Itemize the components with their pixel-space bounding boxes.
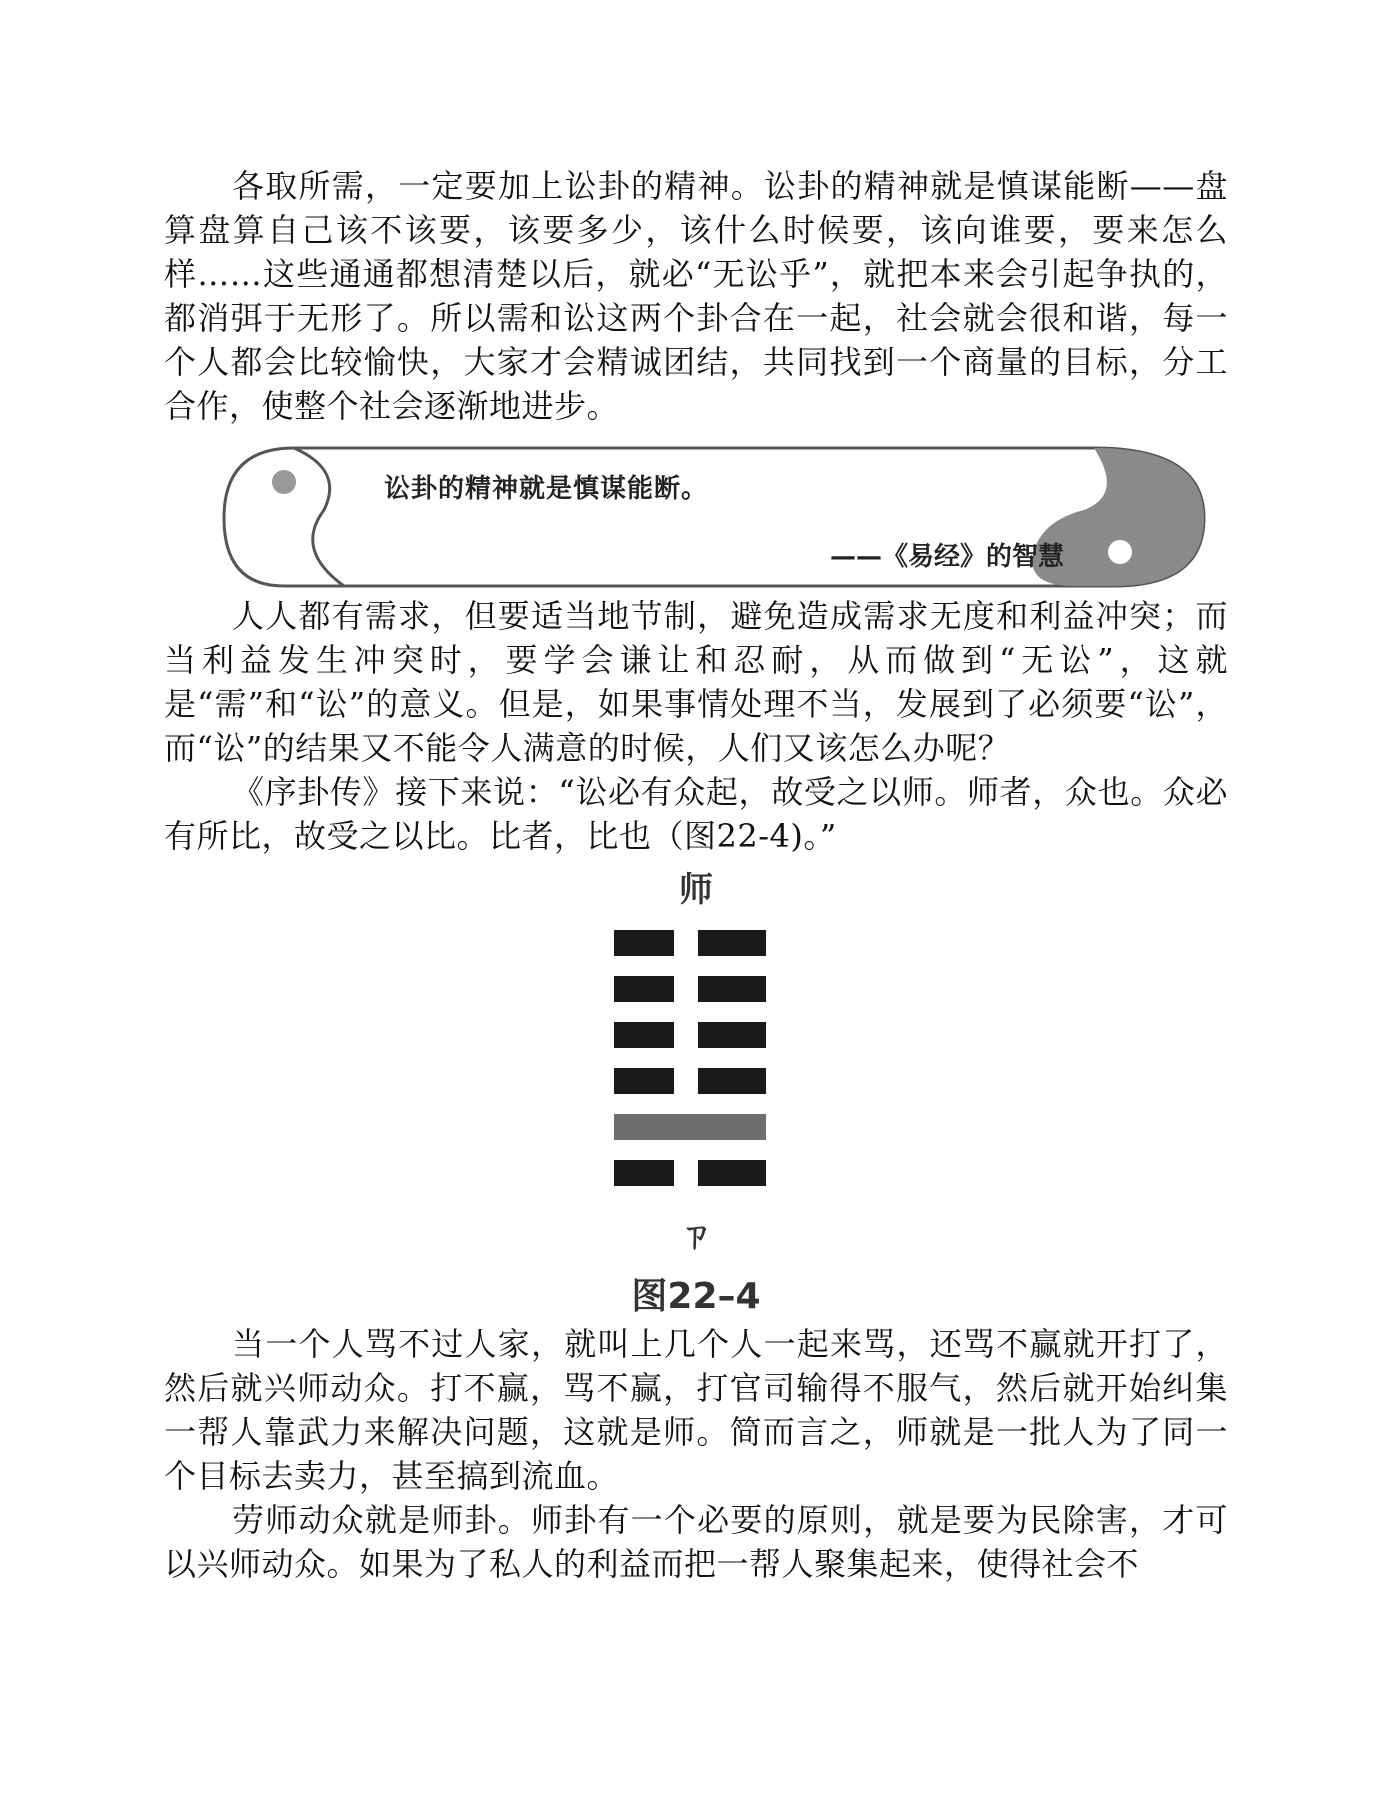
- hexagram-line-yin: [614, 1022, 766, 1048]
- document-page: [164, 164, 1228, 1586]
- yin-line-left-bar: [614, 1160, 674, 1186]
- paragraph-2: 人人都有需求，但要适当地节制，避免造成需求无度和利益冲突；而当利益发生冲突时，要学会谦让和忍耐，从而做到“无讼”，这就是“需”和“讼”的意义。但是，如果事情处理不当，发展到了必须要“讼”，而“讼”的结果又不能令人满意的时候，人们又该怎么办呢？: [164, 597, 1228, 767]
- yin-line-right-bar: [698, 976, 766, 1002]
- yin-line-left-bar: [614, 1022, 674, 1048]
- quote-source: ——《易经》的智慧: [829, 542, 1064, 572]
- hexagram: [614, 930, 766, 1206]
- yin-line-right-bar: [698, 1068, 766, 1094]
- yin-line-left-bar: [614, 1068, 674, 1094]
- paragraph-3: 《序卦传》接下来说：“讼必有众起，故受之以师。师者，众也。众必有所比，故受之以比。比者，比也（图22-4)。”: [164, 773, 1228, 855]
- yang-line-bar: [614, 1114, 766, 1140]
- hexagram-line-yin: [614, 1160, 766, 1186]
- quote-box: [214, 440, 1214, 590]
- hexagram-line-yin: [614, 930, 766, 956]
- hexagram-line-yang: [614, 1114, 766, 1140]
- yin-yang-frame: [214, 440, 1214, 590]
- yin-line-left-bar: [614, 930, 674, 956]
- paragraph-4: 当一个人骂不过人家，就叫上几个人一起来骂，还骂不赢就开打了，然后就兴师动众。打不赢，骂不赢，打官司输得不服气，然后就开始纠集一帮人靠武力来解决问题，这就是师。简而言之，师就是一批人为了同一个目标去卖力，甚至搞到流血。: [164, 1325, 1228, 1495]
- yin-line-right-bar: [698, 930, 766, 956]
- hexagram-name-label: 师: [679, 870, 713, 910]
- yin-line-left-bar: [614, 976, 674, 1002]
- figure-caption: 图22–4: [631, 1276, 761, 1317]
- yin-line-right-bar: [698, 1022, 766, 1048]
- paragraph-5: 劳师动众就是师卦。师卦有一个必要的原则，就是要为民除害，才可以兴师动众。如果为了私人的利益而把一帮人聚集起来，使得社会不: [164, 1501, 1228, 1583]
- hexagram-lower-label: ㄗ: [679, 1216, 713, 1256]
- hexagram-figure: [164, 858, 1228, 1322]
- quote-text: 讼卦的精神就是慎谋能断。: [384, 474, 709, 504]
- hexagram-line-yin: [614, 976, 766, 1002]
- hexagram-line-yin: [614, 1068, 766, 1094]
- yin-line-right-bar: [698, 1160, 766, 1186]
- paragraph-1: 各取所需，一定要加上讼卦的精神。讼卦的精神就是慎谋能断——盘算盘算自己该不该要，该要多少，该什么时候要，该向谁要，要来怎么样……这些通通都想清楚以后，就必“无讼乎”，就把本来会引起争执的，都消弭于无形了。所以需和讼这两个卦合在一起，社会就会很和谐，每一个人都会比较愉快，大家才会精诚团结，共同找到一个商量的目标，分工合作，使整个社会逐渐地进步。: [164, 167, 1228, 425]
